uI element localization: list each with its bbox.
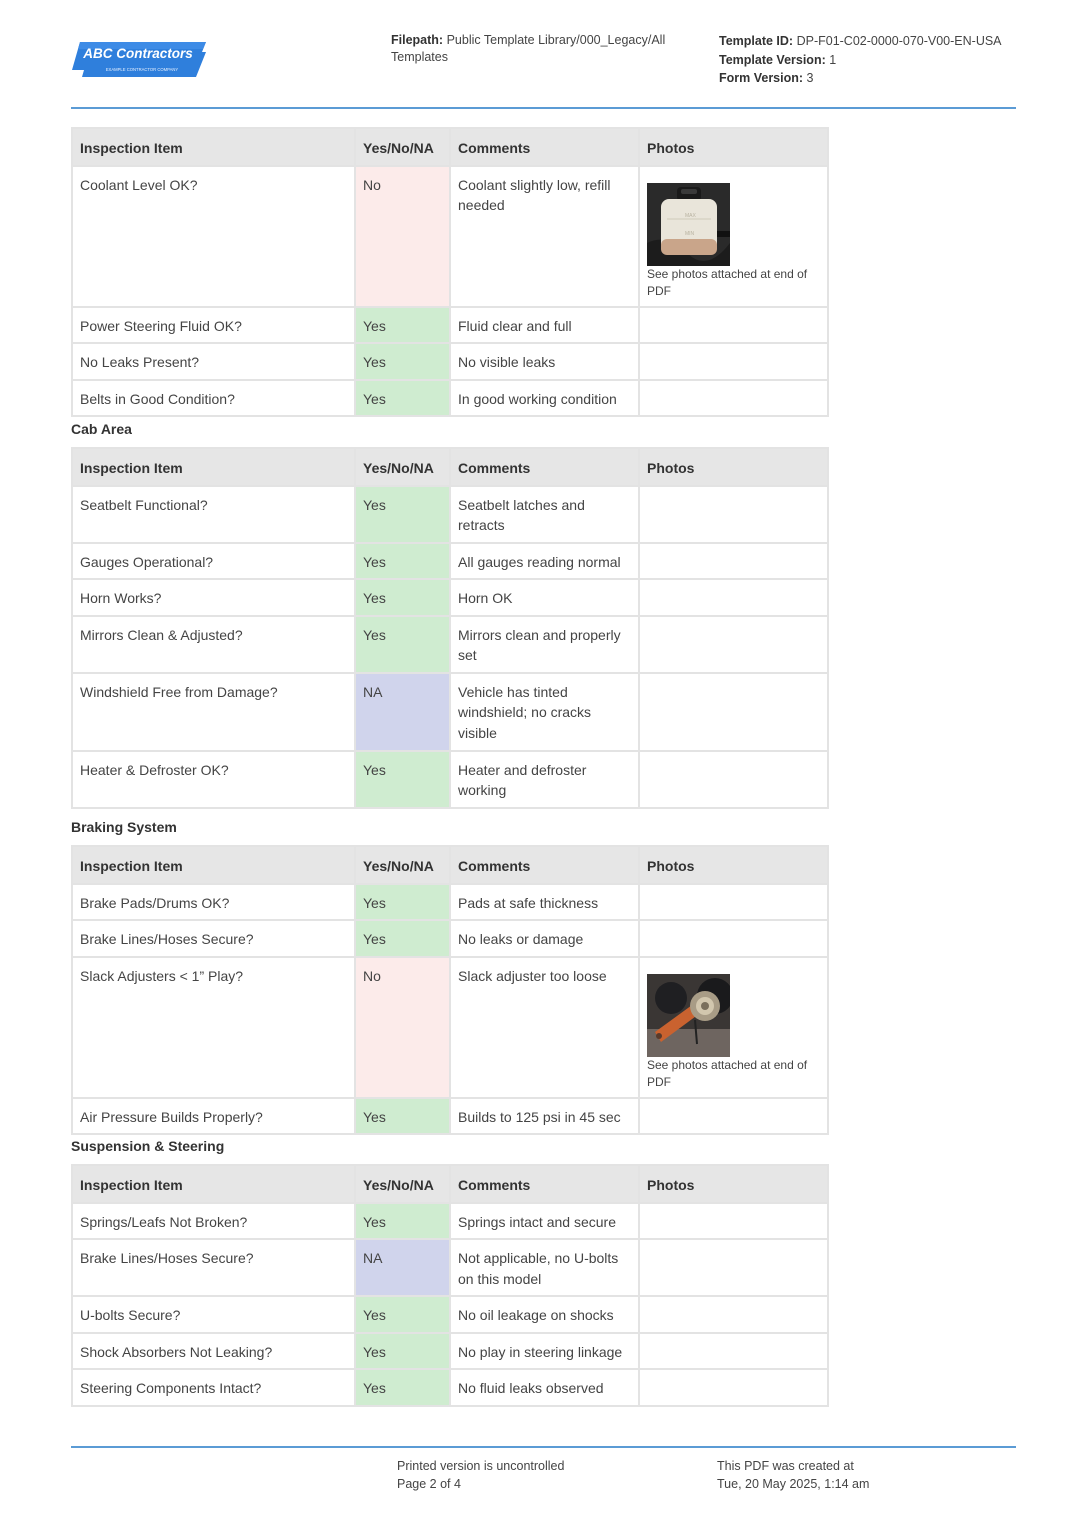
section-title-suspension-steering: Suspension & Steering — [71, 1138, 225, 1154]
header-divider — [71, 107, 1016, 109]
table-row: Brake Lines/Hoses Secure? NA Not applicable, no U-bolts on this model — [72, 1239, 828, 1296]
table-row: Windshield Free from Damage? NA Vehicle has tinted windshield; no cracks visible — [72, 673, 828, 751]
status-cell: Yes — [355, 543, 450, 580]
comment-cell: Coolant slightly low, refill needed — [450, 166, 639, 307]
coolant-reservoir-photo[interactable] — [647, 183, 730, 266]
table-row: Air Pressure Builds Properly? Yes Builds to 125 psi in 45 sec — [72, 1098, 828, 1135]
table-row: Brake Pads/Drums OK? Yes Pads at safe thickness — [72, 884, 828, 921]
status-cell: NA — [355, 1239, 450, 1296]
footer-created-info — [717, 1458, 869, 1493]
status-cell: Yes — [355, 1296, 450, 1333]
status-cell: Yes — [355, 486, 450, 543]
table-row: Brake Lines/Hoses Secure? Yes No leaks or damage — [72, 920, 828, 957]
filepath-value: Public Template Library/000_Legacy/All Templates — [391, 33, 666, 64]
form-version: Form Version: 3 — [719, 71, 814, 85]
filepath-label: Filepath: — [391, 33, 444, 47]
page-header — [0, 0, 1087, 110]
photo-note: See photos attached at end of PDF — [647, 266, 808, 298]
table-row: Springs/Leafs Not Broken? Yes Springs intact and secure — [72, 1203, 828, 1240]
table-header-row: Inspection Item Yes/No/NA Comments Photos — [72, 448, 828, 486]
status-cell: No — [355, 957, 450, 1098]
uncontrolled-notice: Printed version is uncontrolled — [397, 1459, 565, 1473]
page-number: Page 2 of 4 — [397, 1476, 461, 1491]
table-row: Horn Works? Yes Horn OK — [72, 579, 828, 616]
svg-text:MAX: MAX — [685, 212, 696, 219]
status-cell: Yes — [355, 1098, 450, 1135]
status-cell: Yes — [355, 751, 450, 808]
section-title-braking-system: Braking System — [71, 819, 177, 835]
photo-cell — [639, 166, 828, 307]
svg-text:ABC Contractors: ABC Contractors — [83, 46, 193, 61]
inspection-table-engine — [71, 127, 829, 417]
column-header-comments: Comments — [450, 128, 639, 166]
section-title-cab-area: Cab Area — [71, 421, 132, 437]
item-cell: Coolant Level OK? — [72, 166, 355, 307]
photo-note: See photos attached at end of PDF — [647, 1057, 808, 1089]
created-timestamp: Tue, 20 May 2025, 1:14 am — [717, 1476, 870, 1491]
status-cell: Yes — [355, 579, 450, 616]
table-row: Slack Adjusters < 1” Play? No Slack adjuster too loose See photos attached at end of PDF — [72, 957, 828, 1098]
photo-cell — [639, 957, 828, 1098]
table-row: Steering Components Intact? Yes No fluid leaks observed — [72, 1369, 828, 1406]
status-cell: No — [355, 166, 450, 307]
table-header-row: Inspection Item Yes/No/NA Comments Photos — [72, 846, 828, 884]
table-row: Gauges Operational? Yes All gauges reading normal — [72, 543, 828, 580]
svg-text:EXAMPLE CONTRACTOR COMPANY: EXAMPLE CONTRACTOR COMPANY — [105, 67, 179, 72]
status-cell: Yes — [355, 884, 450, 921]
inspection-table-cab-area — [71, 447, 829, 809]
status-cell: Yes — [355, 307, 450, 344]
footer-divider — [71, 1446, 1016, 1448]
status-cell: NA — [355, 673, 450, 751]
column-header-item: Inspection Item — [72, 128, 355, 166]
footer-print-info — [397, 1458, 564, 1493]
table-header-row: Inspection Item Yes/No/NA Comments Photos — [72, 1165, 828, 1203]
template-version: Template Version: 1 — [719, 52, 837, 67]
table-row: Seatbelt Functional? Yes Seatbelt latches and retracts — [72, 486, 828, 543]
filepath — [391, 32, 691, 66]
inspection-table-suspension-steering — [71, 1164, 829, 1407]
status-cell: Yes — [355, 616, 450, 673]
template-meta — [719, 32, 1039, 88]
status-cell: Yes — [355, 920, 450, 957]
status-cell: Yes — [355, 1333, 450, 1370]
column-header-photos: Photos — [639, 128, 828, 166]
table-row: No Leaks Present? Yes No visible leaks — [72, 343, 828, 380]
created-label: This PDF was created at — [717, 1459, 854, 1473]
abc-contractors-logo — [72, 40, 208, 78]
table-row — [72, 166, 828, 307]
table-row: Belts in Good Condition? Yes In good working condition — [72, 380, 828, 417]
svg-text:MIN: MIN — [685, 230, 695, 237]
table-row: U-bolts Secure? Yes No oil leakage on shocks — [72, 1296, 828, 1333]
inspection-table-braking-system — [71, 845, 829, 1135]
status-cell: Yes — [355, 380, 450, 417]
slack-adjuster-photo[interactable] — [647, 974, 730, 1057]
status-cell: Yes — [355, 1203, 450, 1240]
status-cell: Yes — [355, 343, 450, 380]
table-row: Heater & Defroster OK? Yes Heater and defroster working — [72, 751, 828, 808]
table-row: Shock Absorbers Not Leaking? Yes No play in steering linkage — [72, 1333, 828, 1370]
template-id: Template ID: DP-F01-C02-0000-070-V00-EN-USA — [719, 34, 1002, 48]
column-header-status: Yes/No/NA — [355, 128, 450, 166]
table-row: Power Steering Fluid OK? Yes Fluid clear and full — [72, 307, 828, 344]
table-row: Mirrors Clean & Adjusted? Yes Mirrors clean and properly set — [72, 616, 828, 673]
table-header-row — [72, 128, 828, 166]
status-cell: Yes — [355, 1369, 450, 1406]
